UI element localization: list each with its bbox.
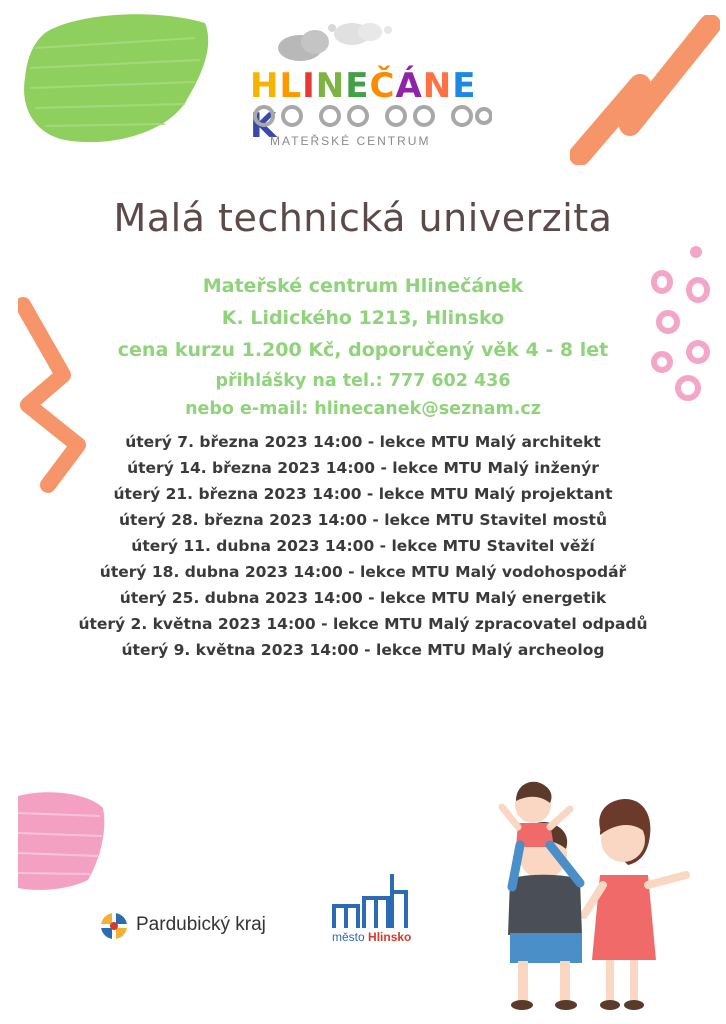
info-center-name: Mateřské centrum Hlinečánek: [202, 275, 524, 297]
course-item: úterý 28. března 2023 14:00 - lekce MTU Stavitel mostů: [119, 511, 607, 529]
pardubicky-kraj-logo: [100, 912, 300, 942]
hlinsko-emblem-icon: [330, 872, 412, 930]
pardubice-label: Pardubický kraj: [136, 914, 266, 935]
orange-zigzag-decoration: [570, 15, 720, 165]
course-item: úterý 2. května 2023 14:00 - lekce MTU Malý zpracovatel odpadů: [78, 615, 648, 633]
mesto-hlinsko-logo: [330, 872, 440, 947]
info-phone: přihlášky na tel.: 777 602 436: [215, 371, 511, 391]
logo-letter: Č: [369, 66, 396, 106]
course-item: úterý 9. května 2023 14:00 - lekce MTU Malý archeolog: [121, 641, 605, 659]
logo-letter: Á: [395, 66, 423, 106]
logo-letter: K: [250, 106, 278, 146]
page-title: Malá technická univerzita: [113, 196, 613, 240]
course-item: úterý 18. dubna 2023 14:00 - lekce MTU Malý vodohospodář: [99, 563, 627, 581]
hlinecanek-logo: [240, 20, 500, 155]
cloud-icon: [270, 20, 410, 65]
logo-letter: N: [422, 66, 453, 106]
pink-brush-decoration: [18, 788, 108, 893]
course-item: úterý 11. dubna 2023 14:00 - lekce MTU Stavitel věží: [131, 537, 595, 555]
logo-subtitle: MATEŘSKÉ CENTRUM: [270, 134, 431, 148]
green-paint-decoration: [15, 8, 215, 148]
course-item: úterý 7. března 2023 14:00 - lekce MTU Malý architekt: [125, 433, 601, 451]
pardubice-emblem-icon: [100, 912, 128, 940]
info-price-age: cena kurzu 1.200 Kč, doporučený věk 4 - 8 let: [117, 339, 609, 361]
course-item: úterý 25. dubna 2023 14:00 - lekce MTU Malý energetik: [119, 589, 607, 607]
logo-letter: E: [452, 66, 477, 106]
course-item: úterý 21. března 2023 14:00 - lekce MTU Malý projektant: [113, 485, 613, 503]
mesto-label: město Hlinsko: [332, 930, 412, 944]
logo-wheels-icon: [252, 102, 492, 130]
info-email: nebo e-mail: hlinecanek@seznam.cz: [185, 399, 541, 419]
girl-figure: [584, 799, 686, 1010]
logo-letter: I: [302, 66, 316, 106]
logo-letter: L: [279, 66, 303, 106]
logo-letter: N: [315, 66, 346, 106]
info-address: K. Lidického 1213, Hlinsko: [221, 307, 505, 329]
logo-letter: E: [345, 66, 370, 106]
logo-letter: H: [250, 66, 280, 106]
course-item: úterý 14. března 2023 14:00 - lekce MTU Malý inženýr: [127, 459, 599, 477]
children-illustration: [488, 775, 698, 1015]
